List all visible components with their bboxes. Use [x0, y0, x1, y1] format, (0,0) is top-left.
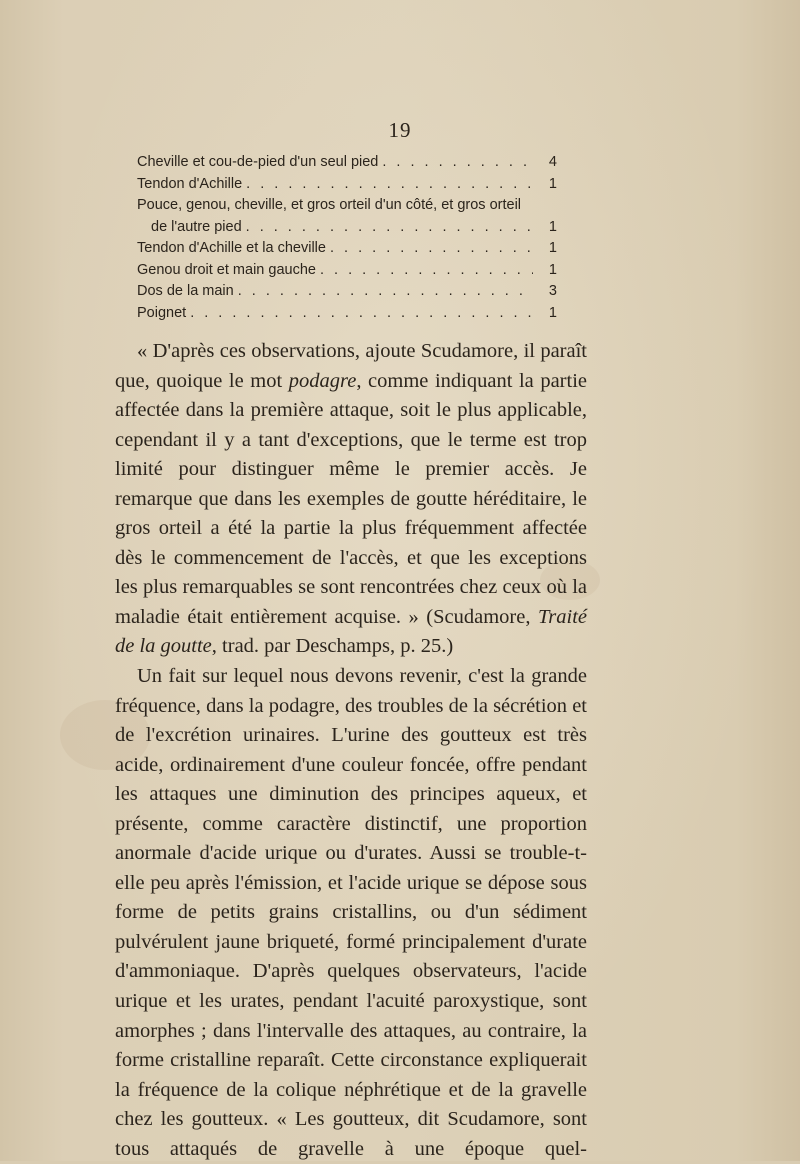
tally-label: Tendon d'Achille et la cheville	[137, 240, 326, 256]
tally-label: Cheville et cou-de-pied d'un seul pied	[137, 154, 379, 170]
italic-term: podagre	[288, 369, 357, 392]
text-run: , trad. par Deschamps, p. 25.)	[211, 635, 454, 658]
text-run: « D'après ces observations, ajoute Scudamore, il paraît que, quoique le mot	[115, 340, 587, 392]
paragraph-urinary: Un fait sur lequel nous devons revenir, c'est la grande fréquence, dans la podagre, des troubles de la sécrétion et de l'excrétion urinaires. L'urine des goutteux est très acide, ordinairement d'une couleur foncée, offre pendant les attaques une diminution des principes aqueux, et présente, comme caractère distinctif, une proportion anormale d'acide urique ou d'urates. Aussi se trouble-t-elle peu après l'émission, et l'acide urique se dépose sous forme de petits grains cristallins, ou d'un sédiment pulvérulent jaune briqueté, formé principalement d'urate d'ammoniaque. D'après quelques observateurs, l'acide urique et les urates, pendant l'acuité paroxystique, sont amorphes ; dans l'intervalle des attaques, au contraire, la forme cristalline reparaît. Cette circonstance expliquerait la fréquence de la colique néphrétique et de la gravelle chez les goutteux. « Les goutteux, dit Scudamore, sont tous attaqués de gravelle à une époque quel-	[115, 665, 587, 1160]
tally-row	[137, 174, 557, 196]
dot-leader	[320, 260, 533, 282]
tally-label: Poignet	[137, 304, 187, 321]
tally-label: Pouce, genou, cheville, et gros orteil d'un côté, et gros orteil	[137, 197, 522, 213]
tally-label: de l'autre pied	[151, 218, 242, 235]
tally-row	[137, 260, 557, 282]
tally-count: 1	[548, 304, 557, 321]
tally-count: 1	[548, 175, 557, 192]
page-number: 19	[388, 118, 412, 142]
tally-row	[137, 281, 557, 303]
tally-label: Dos de la main	[137, 283, 234, 299]
tally-row	[137, 217, 557, 239]
dot-leader	[246, 217, 533, 239]
paragraph-scudamore-quote	[115, 337, 587, 662]
tally-count: 1	[548, 240, 557, 256]
tally-count: 4	[548, 154, 557, 170]
tally-row	[137, 238, 557, 260]
dot-leader	[330, 238, 533, 260]
tally-list	[137, 152, 557, 324]
tally-row	[137, 195, 557, 217]
dot-leader	[382, 152, 533, 174]
tally-row	[137, 303, 557, 325]
tally-count: 3	[548, 283, 557, 299]
text-run: , comme indiquant la partie affectée dans la première attaque, soit le plus applicable, cependant il y a tant d'exceptions, que le terme est trop limité pour distinguer même le premier accès. Je remarque que dans les exemples de goutte héréditaire, le gros orteil a été la partie la plus fréquemment affectée dès le commencement de l'accès, et que les exceptions les plus remarquables se sont rencontrées chez ceux où la maladie était entièrement acquise. » (Scudamore,	[115, 369, 587, 628]
dot-leader	[246, 174, 533, 196]
italic-book-title: Traité de la goutte	[115, 605, 587, 658]
dot-leader	[190, 303, 533, 325]
dot-leader	[238, 281, 533, 303]
body-text	[115, 337, 587, 1164]
tally-count: 1	[548, 261, 557, 278]
tally-count: 1	[548, 218, 557, 235]
tally-row	[137, 152, 557, 174]
tally-label: Tendon d'Achille	[137, 175, 243, 192]
tally-label: Genou droit et main gauche	[137, 261, 316, 278]
